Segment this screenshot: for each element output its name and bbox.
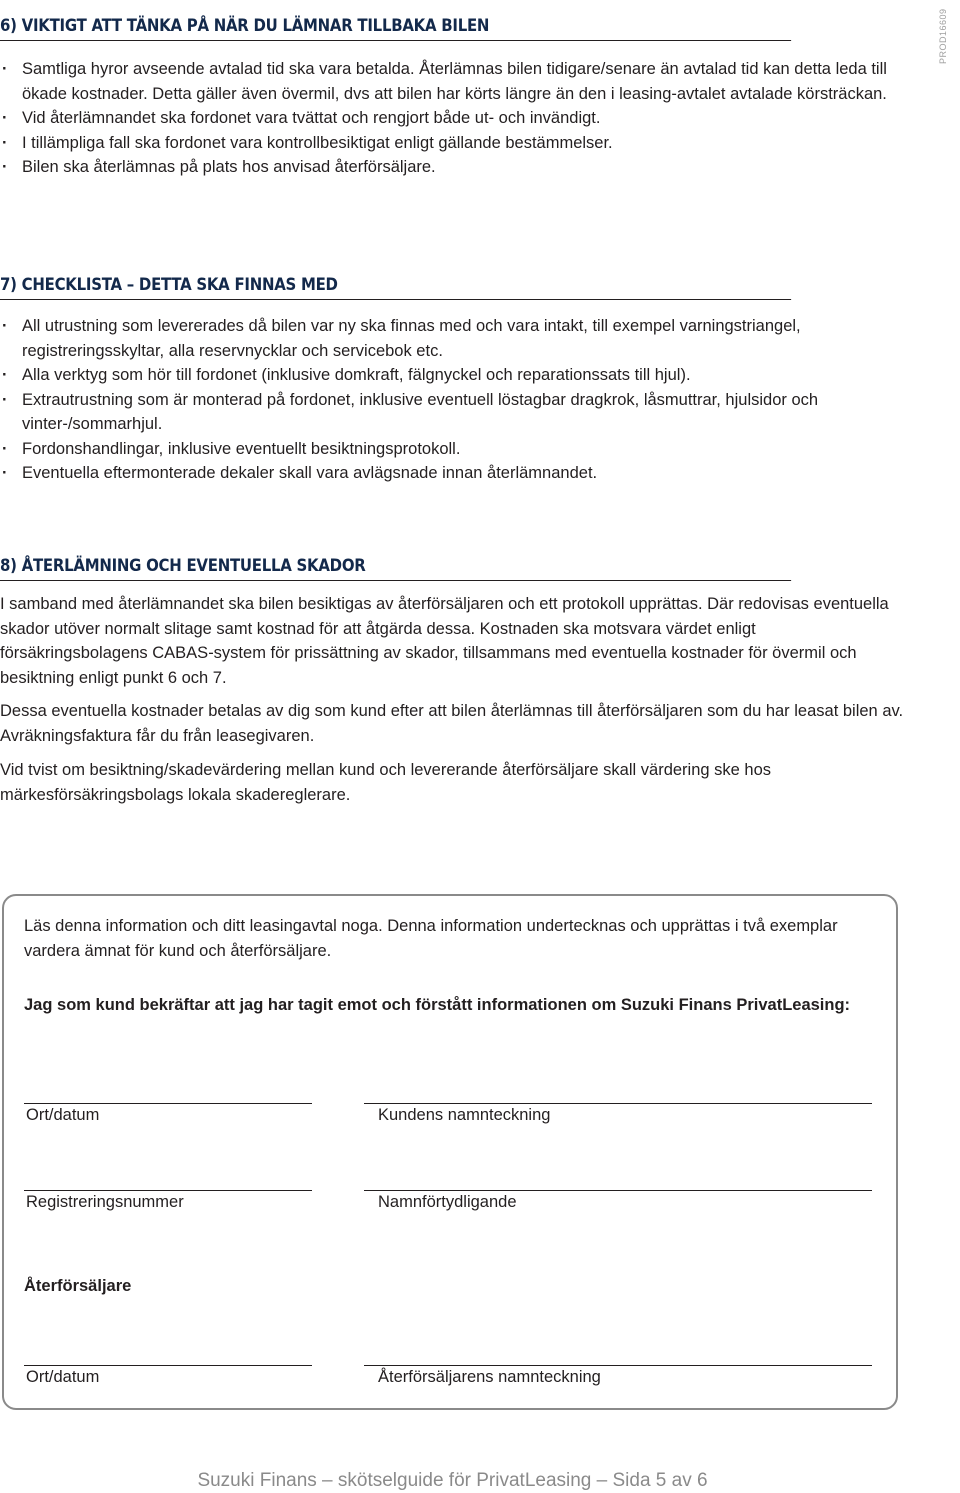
section-8-heading-text: 8) ÅTERLÄMNING OCH EVENTUELLA SKADOR xyxy=(0,556,366,576)
name-clarification-line[interactable] xyxy=(364,1190,872,1191)
list-item: · All utrustning som levererades då bilen var ny ska finnas med och vara intakt, till exempel varningstriangel, registreringsskyltar, alla reservnycklar och servicebok etc. xyxy=(0,314,905,363)
place-date-signature-line[interactable] xyxy=(24,1103,312,1104)
customer-signature-label: Kundens namnteckning xyxy=(378,1106,551,1124)
list-item: · Bilen ska återlämnas på plats hos anvisad återförsäljare. xyxy=(0,155,905,180)
list-item: · I tillämpliga fall ska fordonet vara kontrollbesiktigat enligt gällande bestämmelser. xyxy=(0,131,905,156)
section-7-heading xyxy=(0,275,791,300)
section-8-paragraph-1: I samband med återlämnandet ska bilen besiktigas av återförsäljaren och ett protokoll upprättas. Där redovisas eventuella skador utöver normalt slitage samt kostnad för att åtgärda dessa. Kostnaden ska motsvara värdet enligt försäkringsbolagens CABAS-system för prissättning av skador, tillsammans med eventuella kostnader för övermil och besiktning enligt punkt 6 och 7. xyxy=(0,595,889,687)
section-6-list xyxy=(0,57,905,180)
confirmation-box xyxy=(2,894,898,1410)
list-item: · Alla verktyg som hör till fordonet (inklusive domkraft, fälgnyckel och reparationssats till hjul). xyxy=(0,363,905,388)
document-code: PROD16609 xyxy=(938,8,948,64)
section-8-paragraph-2: Dessa eventuella kostnader betalas av dig som kund efter att bilen återlämnas till återförsäljaren som du har leasat bilen av. Avräkningsfaktura får du från leasegivaren. xyxy=(0,702,904,745)
page-footer: Suzuki Finans – skötselguide för PrivatLeasing – Sida 5 av 6 xyxy=(197,1470,708,1491)
section-8-heading xyxy=(0,556,791,581)
customer-signature-line[interactable] xyxy=(364,1103,872,1104)
place-date-label: Ort/datum xyxy=(26,1106,100,1124)
section-7-heading-text: 7) CHECKLISTA – DETTA SKA FINNAS MED xyxy=(0,275,338,295)
registration-number-label: Registreringsnummer xyxy=(26,1193,184,1211)
dealer-place-date-label: Ort/datum xyxy=(26,1368,100,1386)
dealer-signature-line[interactable] xyxy=(364,1365,872,1366)
list-item: · Vid återlämnandet ska fordonet vara tvättat och rengjort både ut- och invändigt. xyxy=(0,106,905,131)
confirmation-statement: Jag som kund bekräftar att jag har tagit emot och förstått informationen om Suzuki Finans PrivatLeasing: xyxy=(24,996,851,1014)
registration-number-line[interactable] xyxy=(24,1190,312,1191)
section-6-heading xyxy=(0,16,791,41)
list-item: · Eventuella eftermonterade dekaler skall vara avlägsnade innan återlämnandet. xyxy=(0,461,905,486)
confirmation-intro: Läs denna information och ditt leasingavtal noga. Denna information undertecknas och upprättas i två exemplar vardera ämnat för kund och återförsäljare. xyxy=(24,917,838,960)
dealer-place-date-line[interactable] xyxy=(24,1365,312,1366)
section-8-paragraph-3: Vid tvist om besiktning/skadevärdering mellan kund och levererande återförsäljare skall värdering ske hos märkesförsäkringsbolags lokala skadereglerare. xyxy=(0,761,772,804)
list-item: · Fordonshandlingar, inklusive eventuellt besiktningsprotokoll. xyxy=(0,437,905,462)
name-clarification-label: Namnförtydligande xyxy=(378,1193,517,1211)
section-7-list xyxy=(0,314,905,486)
list-item: · Extrautrustning som är monterad på fordonet, inklusive eventuell löstagbar dragkrok, låsmuttrar, hjulsidor och vinter-/sommarhjul. xyxy=(0,388,905,437)
section-6-heading-text: 6) VIKTIGT ATT TÄNKA PÅ NÄR DU LÄMNAR TILLBAKA BILEN xyxy=(0,16,490,36)
list-item: · Samtliga hyror avseende avtalad tid ska vara betalda. Återlämnas bilen tidigare/senare än avtalad tid kan detta leda till ökade kostnader. Detta gäller även övermil, dvs att bilen har körts längre än den i leasing-avtalet avtalade körsträckan. xyxy=(0,57,905,106)
dealer-signature-label: Återförsäljarens namnteckning xyxy=(378,1368,601,1386)
dealer-heading: Återförsäljare xyxy=(24,1277,132,1295)
